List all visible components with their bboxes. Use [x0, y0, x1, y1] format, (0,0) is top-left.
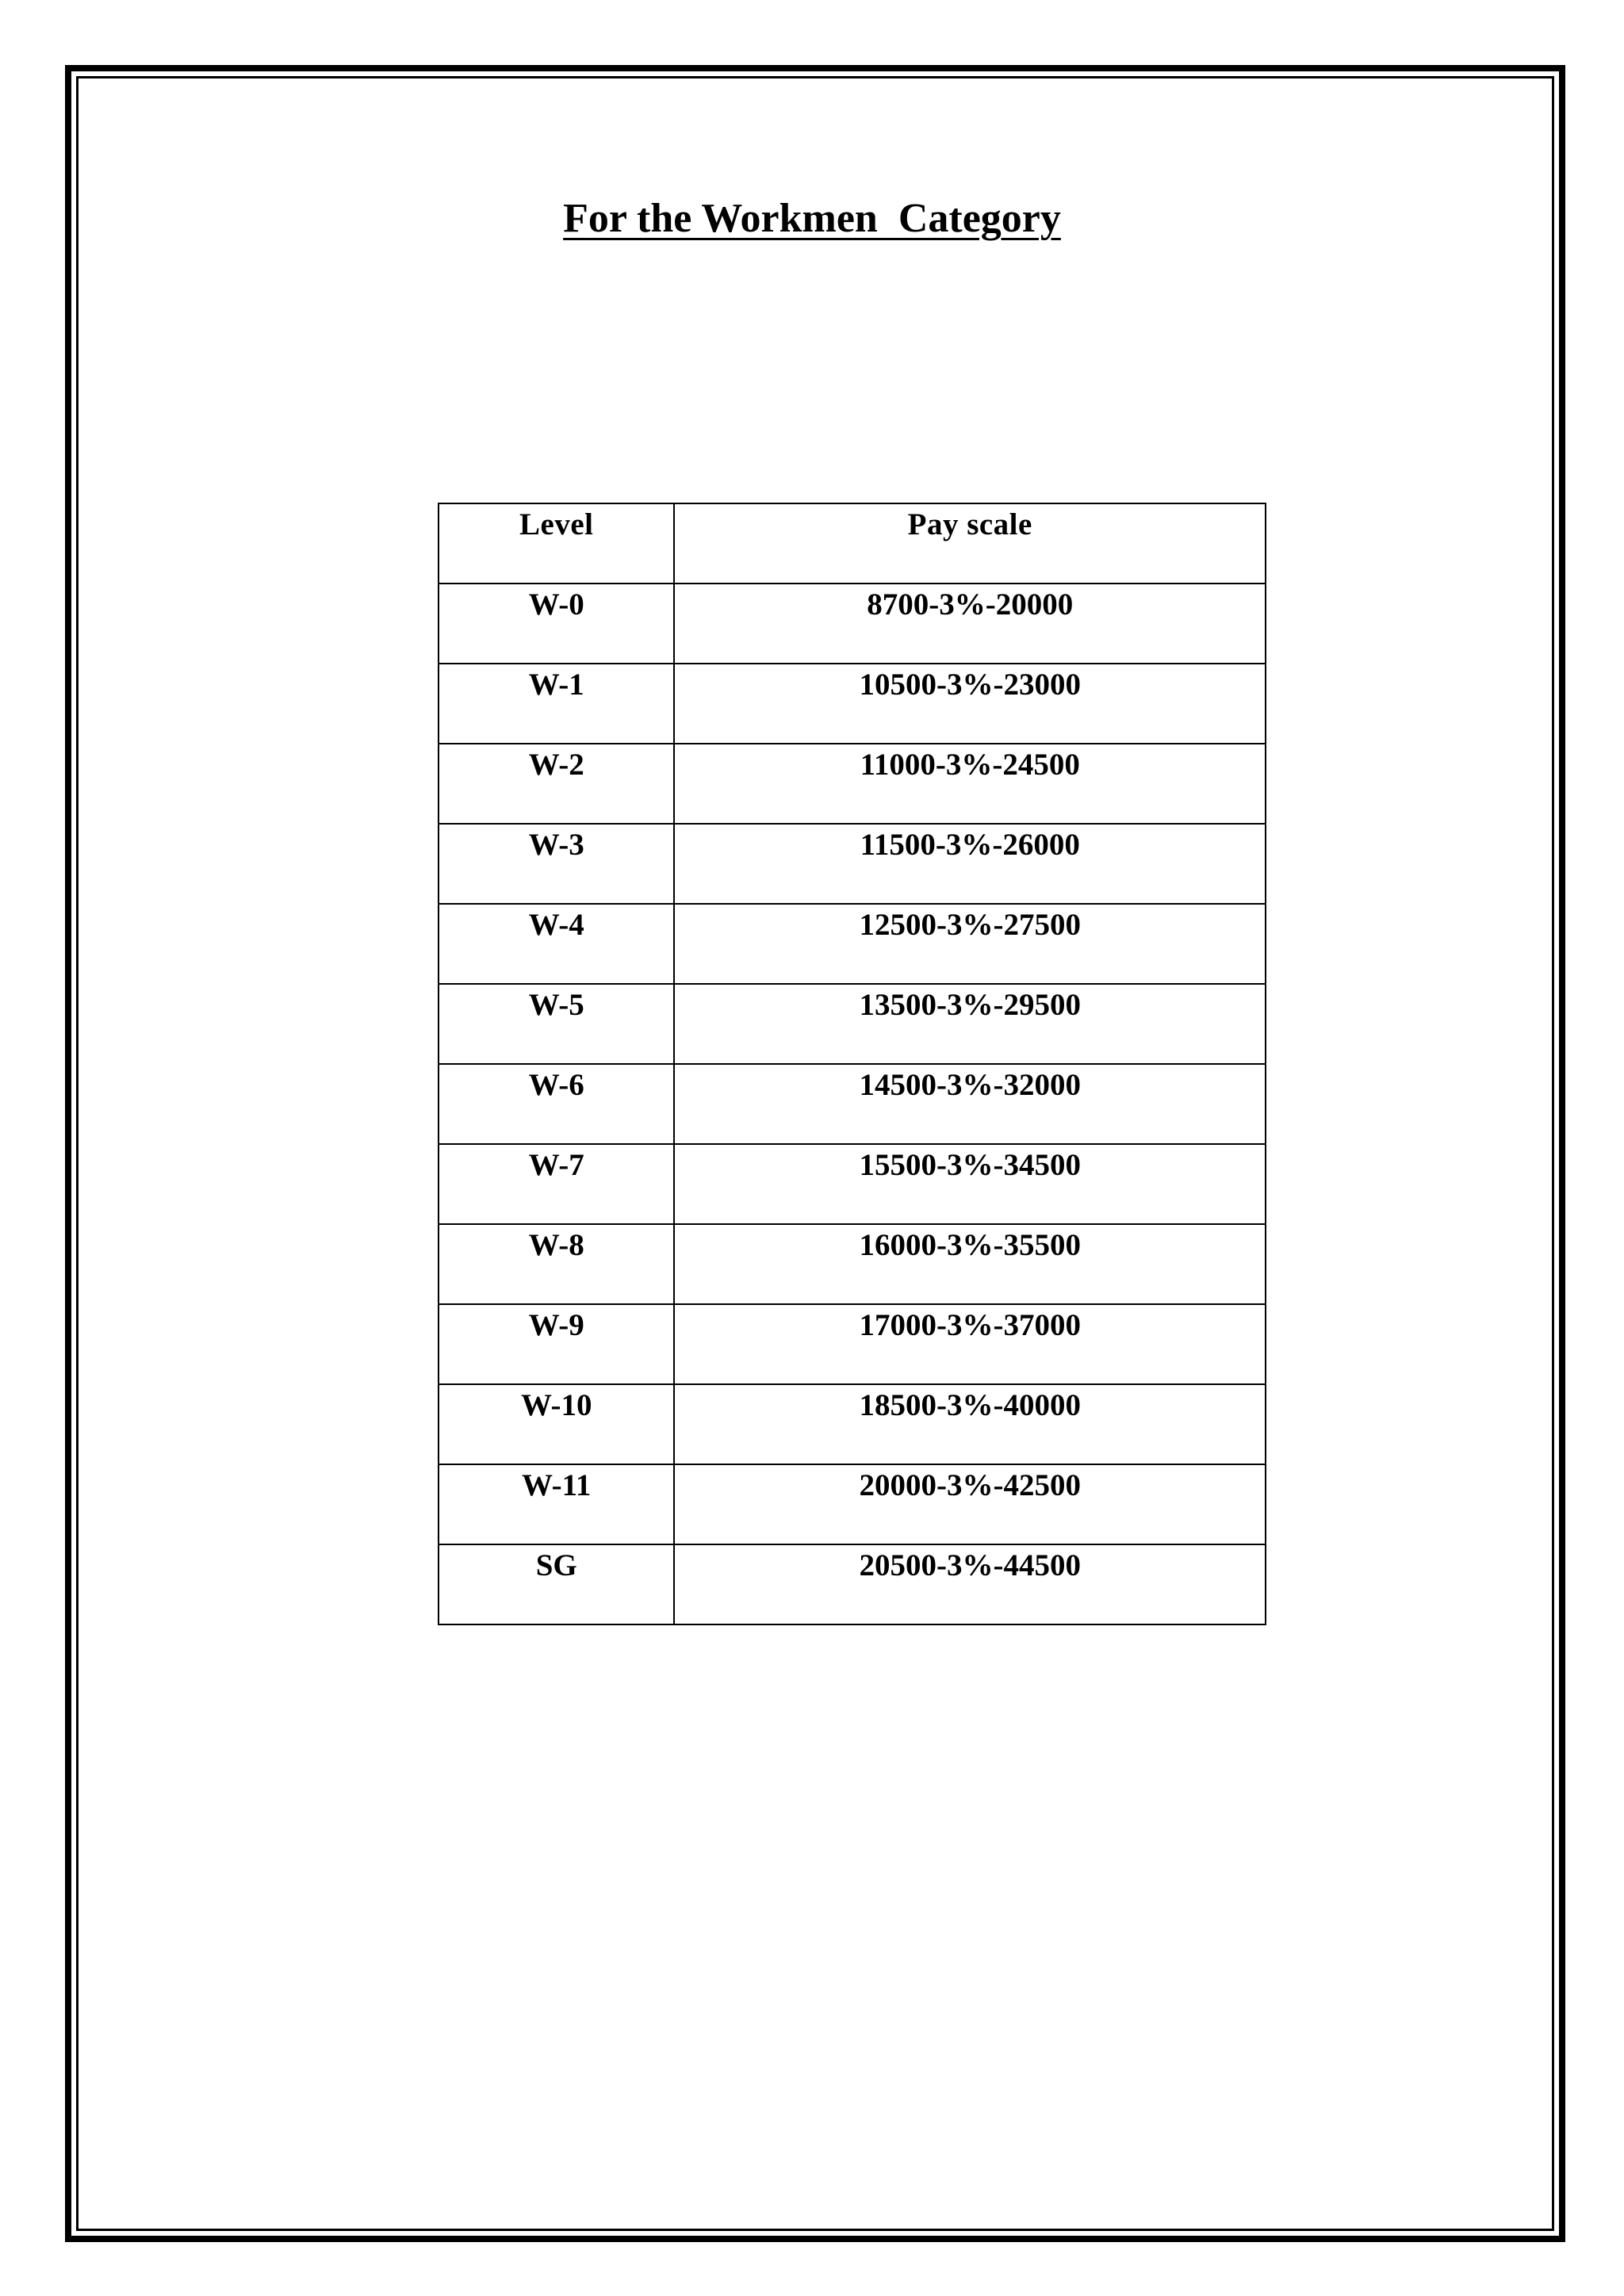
table-header-row: [439, 503, 1266, 584]
table-row: [439, 1384, 1266, 1464]
table-row: [439, 984, 1266, 1064]
table-row: [439, 1064, 1266, 1144]
cell-pay-scale: 15500-3%-34500: [674, 1144, 1266, 1224]
table-row: [439, 1144, 1266, 1224]
table-row: [439, 824, 1266, 904]
table-row: [439, 1224, 1266, 1304]
pay-scale-table: [438, 503, 1266, 1625]
table-row: [439, 904, 1266, 984]
cell-level: W-7: [439, 1144, 674, 1224]
cell-level: SG: [439, 1544, 674, 1624]
table-row: [439, 744, 1266, 824]
table-row: [439, 584, 1266, 664]
cell-pay-scale: 20500-3%-44500: [674, 1544, 1266, 1624]
table-row: [439, 1304, 1266, 1384]
cell-pay-scale: 18500-3%-40000: [674, 1384, 1266, 1464]
cell-pay-scale: 11500-3%-26000: [674, 824, 1266, 904]
cell-pay-scale: 12500-3%-27500: [674, 904, 1266, 984]
cell-pay-scale: 17000-3%-37000: [674, 1304, 1266, 1384]
cell-level: W-5: [439, 984, 674, 1064]
cell-pay-scale: 13500-3%-29500: [674, 984, 1266, 1064]
cell-level: W-2: [439, 744, 674, 824]
cell-level: W-0: [439, 584, 674, 664]
table-row: [439, 664, 1266, 744]
cell-pay-scale: 14500-3%-32000: [674, 1064, 1266, 1144]
cell-level: W-3: [439, 824, 674, 904]
header-level: Level: [439, 503, 674, 584]
cell-level: W-11: [439, 1464, 674, 1544]
cell-level: W-1: [439, 664, 674, 744]
cell-pay-scale: 20000-3%-42500: [674, 1464, 1266, 1544]
cell-level: W-4: [439, 904, 674, 984]
cell-pay-scale: 10500-3%-23000: [674, 664, 1266, 744]
table-row: [439, 1464, 1266, 1544]
cell-pay-scale: 8700-3%-20000: [674, 584, 1266, 664]
cell-level: W-6: [439, 1064, 674, 1144]
cell-pay-scale: 16000-3%-35500: [674, 1224, 1266, 1304]
cell-level: W-10: [439, 1384, 674, 1464]
header-pay-scale: Pay scale: [674, 503, 1266, 584]
page-title: For the Workmen Category: [563, 196, 1061, 241]
table-row: [439, 1544, 1266, 1624]
cell-pay-scale: 11000-3%-24500: [674, 744, 1266, 824]
cell-level: W-9: [439, 1304, 674, 1384]
cell-level: W-8: [439, 1224, 674, 1304]
